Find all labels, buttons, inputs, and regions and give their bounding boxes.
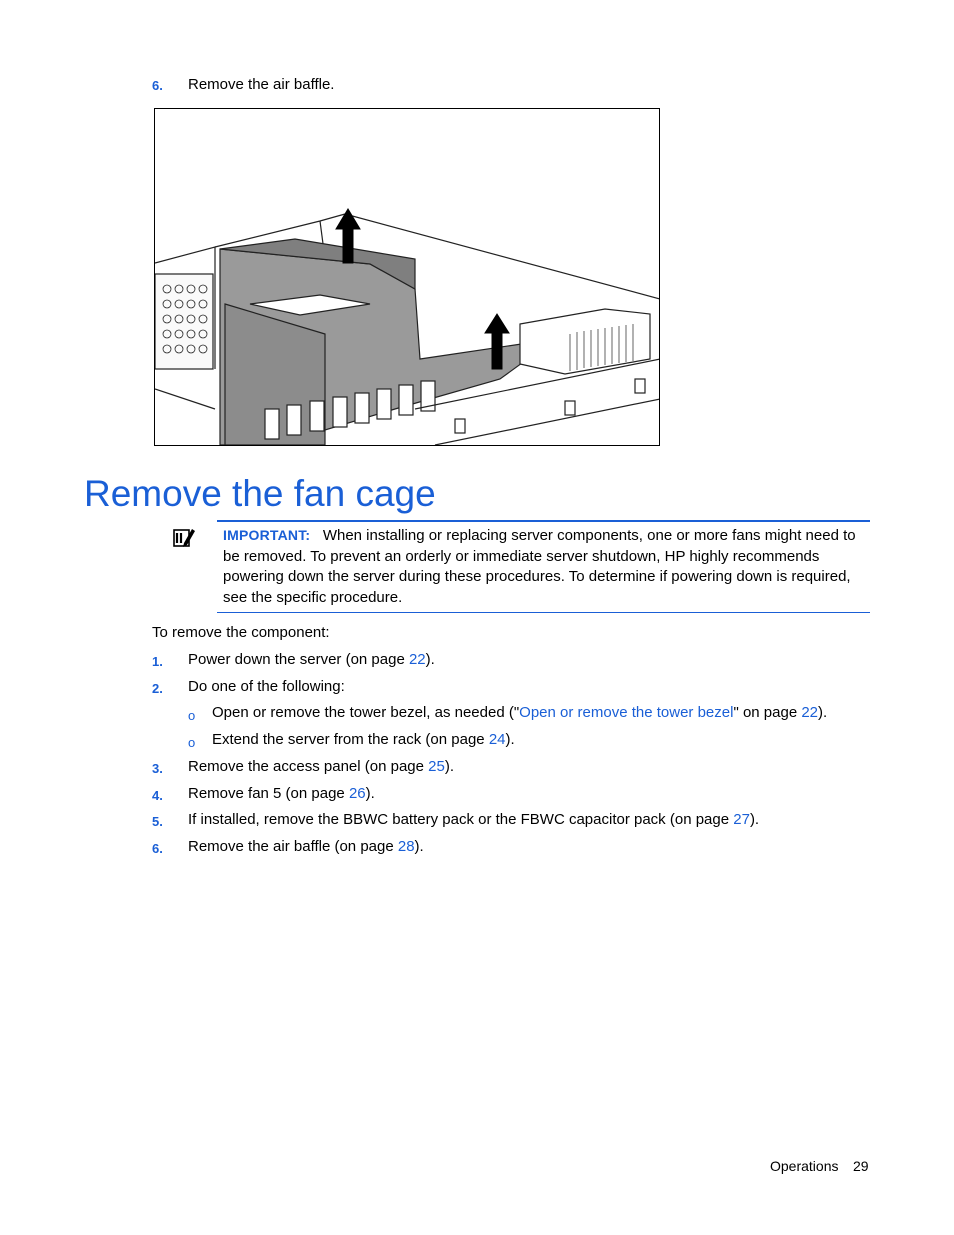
procedure-intro: To remove the component:: [152, 624, 330, 641]
substep-text-end: ).: [818, 704, 828, 721]
step-5: [188, 810, 759, 830]
step-text: Remove the air baffle.: [188, 76, 335, 93]
step-number: 2.: [152, 681, 163, 696]
page-link[interactable]: 22: [801, 704, 819, 721]
substep-text-mid: " on page: [733, 704, 802, 721]
step-6: [188, 837, 424, 857]
step-number: 1.: [152, 654, 163, 669]
substep-1: [212, 703, 827, 723]
step-number: 6.: [152, 78, 163, 93]
substep-bullet: o: [188, 708, 196, 723]
step-2: [188, 677, 345, 697]
step-text: Remove fan 5 (on page: [188, 785, 349, 802]
substep-text: Open or remove the tower bezel, as needed (": [212, 704, 520, 721]
step-text: Power down the server (on page: [188, 651, 409, 668]
page-number: 29: [853, 1158, 869, 1174]
bezel-link[interactable]: Open or remove the tower bezel: [519, 704, 734, 721]
step-number: 5.: [152, 814, 163, 829]
substep-bullet: o: [188, 735, 196, 750]
footer-section: Operations: [770, 1158, 839, 1174]
substep-text: Extend the server from the rack (on page: [212, 731, 489, 748]
important-label: IMPORTANT:: [223, 527, 311, 543]
step-number: 3.: [152, 761, 163, 776]
page-link[interactable]: 22: [408, 651, 426, 668]
substep-text-end: ).: [505, 731, 515, 748]
step-text: Remove the access panel (on page: [188, 758, 429, 775]
page-link[interactable]: 27: [733, 811, 750, 828]
page-link[interactable]: 24: [488, 731, 506, 748]
step-text: Remove the air baffle (on page: [188, 838, 398, 855]
step-text: Do one of the following:: [188, 678, 345, 695]
important-callout-text: [223, 525, 868, 608]
step-number: 4.: [152, 788, 163, 803]
step-3: [188, 757, 454, 777]
step-text-end: ).: [749, 811, 760, 828]
step-1: [188, 650, 435, 670]
air-baffle-removal-illustration: [154, 108, 660, 446]
step-text-end: ).: [365, 785, 375, 802]
step-4: [188, 784, 375, 804]
page-link[interactable]: 25: [428, 758, 445, 775]
page-link[interactable]: 26: [348, 785, 366, 802]
substep-2: [212, 730, 515, 750]
step-text-end: ).: [414, 838, 424, 855]
important-message: When installing or replacing server components, one or more fans might need to be removed. To prevent an orderly or immediate server shutdown, HP highly recommends powering down the server during these procedures. To determine if powering down is required, see the specific procedure.: [223, 527, 856, 606]
section-heading: Remove the fan cage: [84, 473, 436, 514]
step-text-end: ).: [444, 758, 455, 775]
page-link[interactable]: 28: [397, 838, 415, 855]
step-text: If installed, remove the BBWC battery pack or the FBWC capacitor pack (on page: [188, 811, 734, 828]
step-text-end: ).: [425, 651, 435, 668]
step-number: 6.: [152, 841, 163, 856]
server-chassis-drawing: [155, 109, 659, 445]
important-note-icon: [172, 526, 196, 550]
